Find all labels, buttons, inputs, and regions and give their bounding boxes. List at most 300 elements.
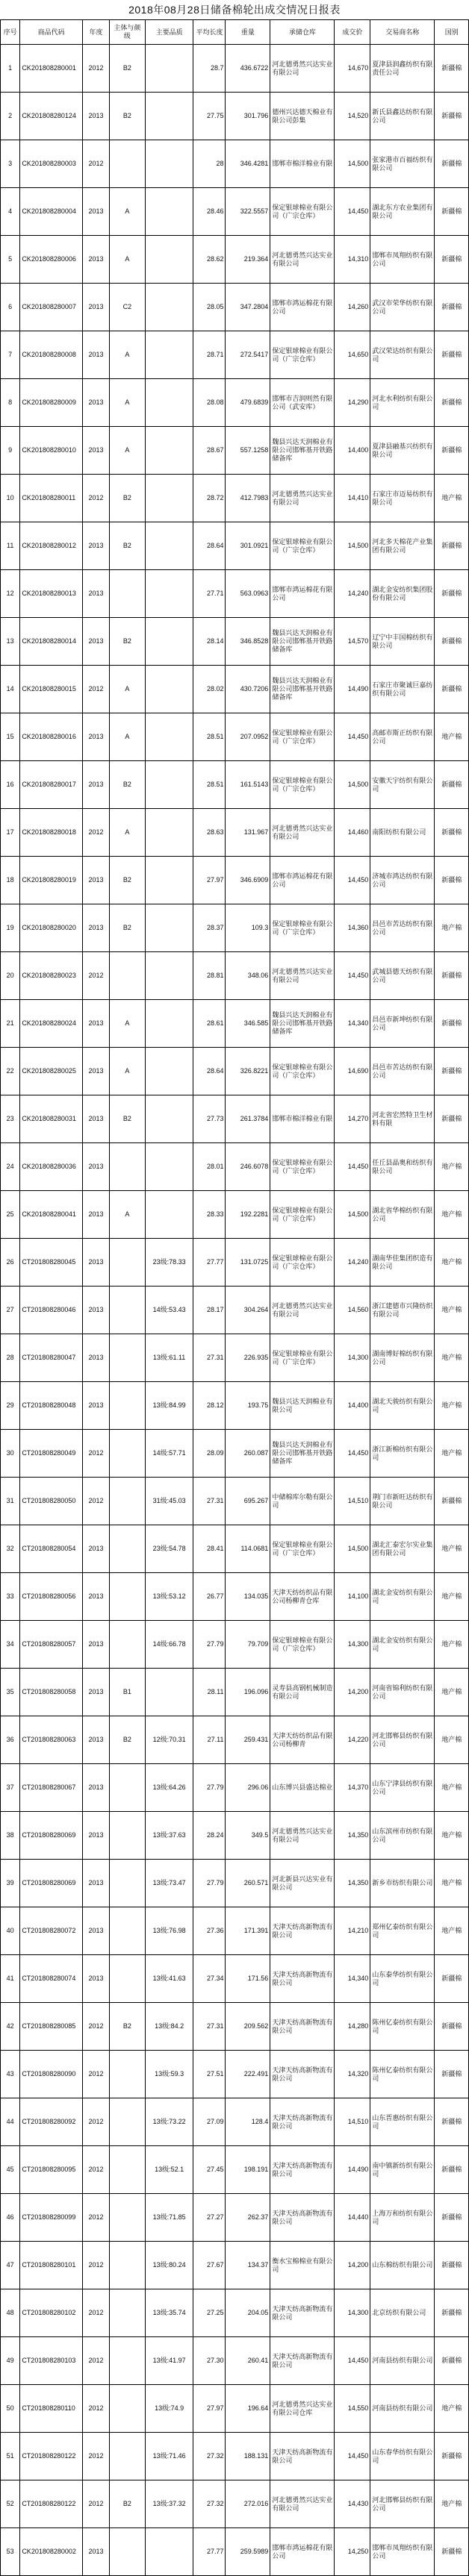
cell-buyer: 新乡市纺织有限公司	[370, 1860, 435, 1907]
cell-wh: 河北德勇然兴达实业有限公司	[270, 475, 335, 522]
cell-buyer: 湖北金安纺织有限公司	[370, 1573, 435, 1621]
cell-wh: 魏县兴达天润棉业有限公司	[270, 1382, 335, 1430]
cell-wh: 保定银球棉业有限公司（广宗仓库）	[270, 1143, 335, 1191]
cell-quality: 14级:53.43	[145, 1287, 193, 1334]
cell-no: 36	[1, 1716, 20, 1764]
cell-grade	[109, 952, 145, 1000]
cell-weight: 246.6078	[226, 1143, 270, 1191]
cell-buyer: 夏津县融基兴纺织有限公司	[370, 427, 435, 475]
cell-wh: 河北德勇然兴达实业有限公司	[270, 1287, 335, 1334]
cell-no: 15	[1, 713, 20, 761]
cell-len: 28.7	[193, 45, 226, 93]
cell-price: 14,210	[335, 1907, 370, 1955]
cell-price: 14,490	[335, 2146, 370, 2194]
cell-no: 43	[1, 2051, 20, 2098]
table-row	[1, 475, 469, 522]
cell-code: CT201808280122	[20, 2433, 83, 2480]
cell-price: 14,200	[335, 1669, 370, 1716]
cell-price: 14,690	[335, 1048, 370, 1095]
cell-weight: 193.75	[226, 1382, 270, 1430]
cell-origin: 新疆棉	[435, 45, 469, 93]
table-row	[1, 1095, 469, 1143]
cell-len: 27.79	[193, 1860, 226, 1907]
cell-quality	[145, 1669, 193, 1716]
cell-price: 14,340	[335, 1955, 370, 2003]
cell-grade	[109, 1907, 145, 1955]
cell-price: 14,200	[335, 2242, 370, 2289]
cell-year: 2012	[83, 45, 110, 93]
cell-price: 14,550	[335, 2385, 370, 2433]
table-row	[1, 2289, 469, 2337]
cell-wh: 河北德勇然兴达实业有限公司	[270, 952, 335, 1000]
cell-quality	[145, 2528, 193, 2576]
cell-year: 2012	[83, 1478, 110, 1525]
cell-quality	[145, 952, 193, 1000]
cell-code: CT201808280122	[20, 2480, 83, 2528]
cell-year: 2012	[83, 140, 110, 188]
cell-len: 28.09	[193, 1430, 226, 1478]
table-row	[1, 2433, 469, 2480]
cell-wh: 天津天纺高新物流有限公司	[270, 2337, 335, 2385]
cell-year: 2013	[83, 1287, 110, 1334]
cell-price: 14,650	[335, 331, 370, 379]
cell-origin: 地产棉	[435, 904, 469, 952]
table-row	[1, 570, 469, 618]
cell-wh: 河北新县兴达实业有限公司	[270, 1860, 335, 1907]
cell-price: 14,450	[335, 1430, 370, 1478]
cell-quality	[145, 1191, 193, 1239]
cell-quality	[145, 1048, 193, 1095]
cell-wh: 保定银球棉业有限公司（广宗仓库）	[270, 1048, 335, 1095]
cell-origin: 新疆棉	[435, 2051, 469, 2098]
cell-weight: 430.7206	[226, 666, 270, 713]
cell-wh: 魏县兴达天润棉业有限公司邯郸基开铁路储备库	[270, 427, 335, 475]
cell-quality: 13级:53.12	[145, 1573, 193, 1621]
cell-code: CK201808280031	[20, 1095, 83, 1143]
cell-price: 14,430	[335, 2480, 370, 2528]
cell-origin: 新疆棉	[435, 666, 469, 713]
cell-price: 14,450	[335, 2433, 370, 2480]
cell-wh: 魏县兴达天润棉业有限公司邯郸基开铁路储备库	[270, 1430, 335, 1478]
cell-price: 14,500	[335, 522, 370, 570]
report-title: 2018年08月28日储备棉轮出成交情况日报表	[128, 4, 341, 16]
cell-price: 14,560	[335, 1287, 370, 1334]
cell-no: 31	[1, 1478, 20, 1525]
cell-wh: 天津天纺高新物流有限公司	[270, 2003, 335, 2051]
cell-weight: 204.05	[226, 2289, 270, 2337]
cell-origin: 新疆棉	[435, 331, 469, 379]
cell-len: 27.31	[193, 1478, 226, 1525]
cell-origin: 新疆棉	[435, 2194, 469, 2242]
cell-len: 27.79	[193, 1621, 226, 1669]
cell-quality: 13级:37.32	[145, 2480, 193, 2528]
cell-no: 41	[1, 1955, 20, 2003]
cell-weight: 322.5557	[226, 188, 270, 236]
cell-weight: 346.6909	[226, 857, 270, 904]
table-row	[1, 1382, 469, 1430]
cell-wh: 灵寿县高钢机械制造有限公司	[270, 1669, 335, 1716]
cell-wh: 保定银球棉业有限公司（广宗仓库）	[270, 713, 335, 761]
cell-quality	[145, 904, 193, 952]
col-header: 承储仓库	[270, 20, 335, 45]
cell-no: 22	[1, 1048, 20, 1095]
cell-price: 14,500	[335, 1525, 370, 1573]
table-row	[1, 522, 469, 570]
cell-wh: 邯郸市棉洋棉业有限	[270, 1095, 335, 1143]
table-row	[1, 761, 469, 809]
cell-price: 14,570	[335, 618, 370, 666]
cell-code: CT201808280045	[20, 1239, 83, 1287]
cell-wh: 保定银球棉业有限公司（广宗仓库）	[270, 1191, 335, 1239]
cell-grade: A	[109, 809, 145, 857]
table-row	[1, 1334, 469, 1382]
cell-origin: 新疆棉	[435, 2433, 469, 2480]
cell-wh: 中储棉库尔勒有限公司	[270, 1478, 335, 1525]
cell-len: 28.72	[193, 475, 226, 522]
cell-origin: 地产棉	[435, 1907, 469, 1955]
cell-buyer: 任丘县晶奥和纺织有限公司	[370, 1143, 435, 1191]
table-row	[1, 1287, 469, 1334]
cell-code: CT201808280069	[20, 1812, 83, 1860]
table-row	[1, 857, 469, 904]
cell-wh: 保定银球棉业有限公司（广宗仓库）	[270, 1239, 335, 1287]
cell-buyer: 南阳纺织有限公司	[370, 809, 435, 857]
cell-weight: 304.264	[226, 1287, 270, 1334]
cell-len: 28.64	[193, 522, 226, 570]
cell-year: 2013	[83, 1621, 110, 1669]
cell-buyer: 湖北东方农业集团有限公司	[370, 188, 435, 236]
cell-origin: 新疆棉	[435, 618, 469, 666]
table-row	[1, 1764, 469, 1812]
cell-grade: B2	[109, 2480, 145, 2528]
cell-no: 16	[1, 761, 20, 809]
cell-no: 33	[1, 1573, 20, 1621]
cell-grade: B2	[109, 522, 145, 570]
cell-no: 25	[1, 1191, 20, 1239]
cell-no: 17	[1, 809, 20, 857]
cell-len: 27.36	[193, 1907, 226, 1955]
table-header-row	[1, 20, 469, 45]
cell-quality: 31级:45.03	[145, 1478, 193, 1525]
cell-len: 28.37	[193, 904, 226, 952]
cell-origin: 新疆棉	[435, 93, 469, 140]
cell-no: 52	[1, 2480, 20, 2528]
cell-origin: 地产棉	[435, 2385, 469, 2433]
cell-grade: A	[109, 1048, 145, 1095]
cell-weight: 260.571	[226, 1860, 270, 1907]
cell-price: 14,490	[335, 666, 370, 713]
cell-quality	[145, 666, 193, 713]
cell-code: CT201808280110	[20, 2385, 83, 2433]
cell-year: 2013	[83, 618, 110, 666]
cell-origin: 地产棉	[435, 1764, 469, 1812]
cell-code: CK201808280011	[20, 475, 83, 522]
col-header: 商品代码	[20, 20, 83, 45]
cell-wh: 天津天纺高新物流有限公司	[270, 2433, 335, 2480]
cell-year: 2013	[83, 1669, 110, 1716]
cell-year: 2012	[83, 2098, 110, 2146]
cell-grade: B2	[109, 761, 145, 809]
cell-origin: 地产棉	[435, 1573, 469, 1621]
cell-weight: 134.37	[226, 2242, 270, 2289]
cell-grade: B2	[109, 475, 145, 522]
cell-quality	[145, 618, 193, 666]
cell-code: CT201808280067	[20, 1764, 83, 1812]
cell-buyer: 山东棉纺织有限公司	[370, 2242, 435, 2289]
cell-buyer: 河南县纺织有限公司	[370, 2337, 435, 2385]
cell-code: CT201808280072	[20, 1907, 83, 1955]
cell-origin: 新疆棉	[435, 1478, 469, 1525]
cell-quality: 13级:37.63	[145, 1812, 193, 1860]
cell-no: 10	[1, 475, 20, 522]
table-row	[1, 1573, 469, 1621]
table-row	[1, 379, 469, 427]
cell-origin: 地产棉	[435, 1239, 469, 1287]
cell-buyer: 山东滨州市纺织有限公司	[370, 1812, 435, 1860]
table-row	[1, 809, 469, 857]
table-row	[1, 952, 469, 1000]
cell-price: 14,290	[335, 379, 370, 427]
table-row	[1, 2385, 469, 2433]
cell-grade: A	[109, 427, 145, 475]
cell-grade	[109, 2528, 145, 2576]
cell-wh: 邯郸市鸿运棉花有限公司	[270, 570, 335, 618]
cell-wh: 天津天纺高新物流有限公司	[270, 2289, 335, 2337]
cell-len: 27.25	[193, 2289, 226, 2337]
cell-origin: 地产棉	[435, 1621, 469, 1669]
cell-len: 28.14	[193, 618, 226, 666]
cell-no: 35	[1, 1669, 20, 1716]
cell-origin: 新疆棉	[435, 1095, 469, 1143]
cell-no: 42	[1, 2003, 20, 2051]
cell-code: CK201808280017	[20, 761, 83, 809]
cell-quality: 13级:74.9	[145, 2385, 193, 2433]
cell-buyer: 山东春华纺织有限公司	[370, 2433, 435, 2480]
cell-no: 29	[1, 1382, 20, 1430]
cell-buyer: 南中镇新纺织有限公司	[370, 2146, 435, 2194]
cell-grade	[109, 2146, 145, 2194]
cell-buyer: 辽宁中丰国棉纺织有限公司	[370, 618, 435, 666]
cell-no: 21	[1, 1000, 20, 1048]
cell-buyer: 夏津县润鑫纺织有限责任公司	[370, 45, 435, 93]
cell-len: 28.62	[193, 236, 226, 284]
cell-code: CT201808280049	[20, 1430, 83, 1478]
cell-buyer: 河北邯郸县纺织有限公司	[370, 2480, 435, 2528]
cell-price: 14,400	[335, 1382, 370, 1430]
cell-year: 2013	[83, 1812, 110, 1860]
cell-len: 27.45	[193, 2146, 226, 2194]
cell-no: 51	[1, 2433, 20, 2480]
cell-origin: 新疆棉	[435, 2337, 469, 2385]
cell-len: 27.79	[193, 1764, 226, 1812]
cell-buyer: 安徽天宇纺织有限公司	[370, 761, 435, 809]
cell-grade	[109, 1239, 145, 1287]
cell-year: 2012	[83, 2385, 110, 2433]
cell-code: CK201808280025	[20, 1048, 83, 1095]
cell-quality	[145, 475, 193, 522]
cell-no: 18	[1, 857, 20, 904]
cell-code: CK201808280023	[20, 952, 83, 1000]
cell-code: CT201808280099	[20, 2194, 83, 2242]
cell-no: 30	[1, 1430, 20, 1478]
cell-weight: 171.56	[226, 1955, 270, 2003]
table-row	[1, 284, 469, 331]
cell-no: 50	[1, 2385, 20, 2433]
cell-wh: 邯郸市棉洋棉业有限	[270, 140, 335, 188]
col-header: 成交价	[335, 20, 370, 45]
cell-weight: 262.37	[226, 2194, 270, 2242]
cell-len: 26.77	[193, 1573, 226, 1621]
cell-buyer: 邯郸市凤翔纺织有限公司	[370, 2528, 435, 2576]
cell-code: CK201808280036	[20, 1143, 83, 1191]
cell-origin: 地产棉	[435, 2480, 469, 2528]
cell-weight: 192.2281	[226, 1191, 270, 1239]
cell-no: 37	[1, 1764, 20, 1812]
cell-year: 2013	[83, 1716, 110, 1764]
cell-len: 27.67	[193, 2242, 226, 2289]
cell-code: CK201808280019	[20, 857, 83, 904]
cell-code: CT201808280046	[20, 1287, 83, 1334]
cell-grade	[109, 2051, 145, 2098]
cell-price: 14,320	[335, 2051, 370, 2098]
cell-weight: 301.796	[226, 93, 270, 140]
cell-origin: 新疆棉	[435, 857, 469, 904]
table-row	[1, 427, 469, 475]
table-row	[1, 904, 469, 952]
table-row	[1, 45, 469, 93]
cell-len: 27.71	[193, 570, 226, 618]
table-row	[1, 2480, 469, 2528]
cell-len: 27.32	[193, 2433, 226, 2480]
cell-price: 14,500	[335, 1191, 370, 1239]
cell-wh: 德州兴达德天棉业有限公司彭集	[270, 93, 335, 140]
cell-len: 27.31	[193, 2003, 226, 2051]
cell-year: 2013	[83, 857, 110, 904]
cell-code: CK201808280001	[20, 45, 83, 93]
cell-year: 2012	[83, 2051, 110, 2098]
cell-buyer: 山东泰华纺织有限公司	[370, 1955, 435, 2003]
cell-grade: A	[109, 1000, 145, 1048]
report-table	[0, 19, 469, 2576]
cell-price: 14,310	[335, 236, 370, 284]
cell-wh: 天津天纺纺织品有限公司杨柳青	[270, 1716, 335, 1764]
cell-quality	[145, 1095, 193, 1143]
cell-grade: B2	[109, 2003, 145, 2051]
cell-grade: B2	[109, 1095, 145, 1143]
cell-year: 2012	[83, 952, 110, 1000]
cell-wh: 天津天纺高新物流有限公司	[270, 2051, 335, 2098]
cell-grade: B1	[109, 1669, 145, 1716]
cell-code: CT201808280074	[20, 1955, 83, 2003]
cell-code: CT201808280090	[20, 2051, 83, 2098]
table-row	[1, 1525, 469, 1573]
cell-no: 1	[1, 45, 20, 93]
cell-origin: 地产棉	[435, 1382, 469, 1430]
cell-year: 2013	[83, 1239, 110, 1287]
cell-no: 48	[1, 2289, 20, 2337]
cell-buyer: 湖北汇泰宏尔实业集团有限公司	[370, 1525, 435, 1573]
cell-buyer: 武城县德天纺织有限公司	[370, 952, 435, 1000]
cell-origin: 新疆棉	[435, 761, 469, 809]
cell-wh: 河北德勇然兴达实业有限公司仓库	[270, 2385, 335, 2433]
cell-price: 14,340	[335, 1000, 370, 1048]
cell-buyer: 新氏县鑫达纺织有限公司	[370, 93, 435, 140]
cell-len: 28.11	[193, 1669, 226, 1716]
cell-price: 14,440	[335, 2194, 370, 2242]
cell-weight: 259.5989	[226, 2528, 270, 2576]
cell-weight: 347.2804	[226, 284, 270, 331]
cell-len: 28.05	[193, 284, 226, 331]
col-header: 主要品质	[145, 20, 193, 45]
cell-wh: 河北德勇然兴达实业有限公司	[270, 1812, 335, 1860]
cell-no: 8	[1, 379, 20, 427]
cell-grade: A	[109, 666, 145, 713]
cell-quality	[145, 1143, 193, 1191]
cell-no: 6	[1, 284, 20, 331]
cell-price: 14,500	[335, 761, 370, 809]
cell-year: 2013	[83, 2528, 110, 2576]
cell-code: CK201808280002	[20, 2528, 83, 2576]
table-row	[1, 2337, 469, 2385]
cell-grade	[109, 1382, 145, 1430]
cell-wh: 保定银球棉业有限公司（广宗仓库）	[270, 1525, 335, 1573]
cell-wh: 邯郸市吉润则然有限公司（武安库）	[270, 379, 335, 427]
cell-year: 2012	[83, 2480, 110, 2528]
cell-len: 28.08	[193, 379, 226, 427]
cell-price: 14,450	[335, 1143, 370, 1191]
cell-origin: 新疆棉	[435, 2289, 469, 2337]
cell-price: 14,240	[335, 1239, 370, 1287]
cell-price: 14,360	[335, 904, 370, 952]
cell-grade: A	[109, 379, 145, 427]
cell-code: CT201808280050	[20, 1478, 83, 1525]
cell-code: CK201808280013	[20, 570, 83, 618]
cell-code: CT201808280056	[20, 1573, 83, 1621]
cell-quality	[145, 140, 193, 188]
cell-origin: 地产棉	[435, 1143, 469, 1191]
cell-year: 2012	[83, 2337, 110, 2385]
cell-no: 5	[1, 236, 20, 284]
cell-quality	[145, 45, 193, 93]
cell-len: 28.71	[193, 331, 226, 379]
cell-price: 14,400	[335, 427, 370, 475]
cell-price: 14,280	[335, 2003, 370, 2051]
cell-wh: 保定银球棉业有限公司（广宗仓库）	[270, 761, 335, 809]
cell-buyer: 武汉市荣华纺织有限公司	[370, 284, 435, 331]
cell-origin: 地产棉	[435, 475, 469, 522]
cell-len: 27.77	[193, 1239, 226, 1287]
cell-code: CK201808280018	[20, 809, 83, 857]
cell-grade	[109, 1764, 145, 1812]
cell-origin: 新疆棉	[435, 570, 469, 618]
cell-no: 45	[1, 2146, 20, 2194]
cell-grade	[109, 570, 145, 618]
cell-len: 27.34	[193, 1955, 226, 2003]
col-header: 交易商名称	[370, 20, 435, 45]
cell-weight: 171.391	[226, 1907, 270, 1955]
cell-year: 2012	[83, 2003, 110, 2051]
cell-len: 27.32	[193, 2480, 226, 2528]
cell-grade	[109, 1287, 145, 1334]
cell-origin: 新疆棉	[435, 2528, 469, 2576]
cell-quality	[145, 284, 193, 331]
cell-weight: 348.06	[226, 952, 270, 1000]
cell-grade	[109, 140, 145, 188]
cell-quality: 14级:57.71	[145, 1430, 193, 1478]
cell-quality: 13级:73.22	[145, 2098, 193, 2146]
cell-buyer: 山东晋惠纺织有限公司	[370, 2098, 435, 2146]
cell-code: CK201808280041	[20, 1191, 83, 1239]
